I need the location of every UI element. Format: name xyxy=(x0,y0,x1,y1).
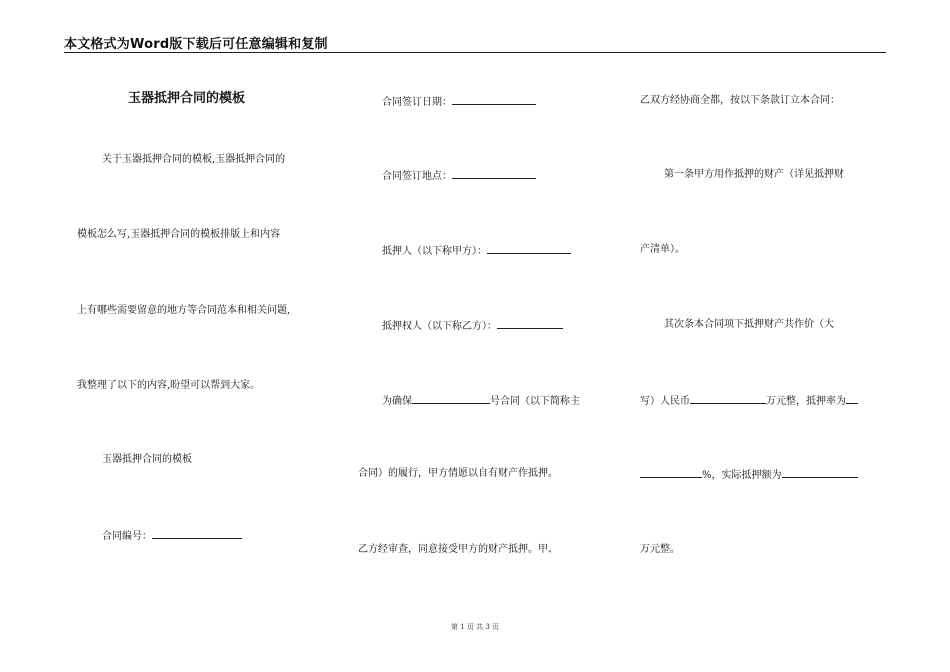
price-blank xyxy=(690,393,766,404)
page-header xyxy=(64,33,886,53)
mortgagee-label: 抵押权人（以下称乙方）： xyxy=(382,321,497,332)
sign-place-blank xyxy=(452,168,536,179)
paragraph-line: 万元整。 xyxy=(640,544,680,555)
paragraph-line: 关于玉器抵押合同的模板,玉器抵押合同的 xyxy=(102,154,286,165)
header-rule xyxy=(64,52,886,53)
page-footer: 第 1 页 共 3 页 xyxy=(450,623,500,631)
paragraph-line: 第一条甲方用作抵押的财产（详见抵押财 xyxy=(664,169,844,180)
mortgagor-label: 抵押人（以下称甲方）： xyxy=(382,246,487,257)
main-contract-prefix: 为确保 xyxy=(382,396,412,407)
mortgagee-line xyxy=(382,318,563,334)
contract-number-blank xyxy=(152,528,242,539)
header-text: 本文格式为Word版下载后可任意编辑和复制 xyxy=(64,37,328,52)
paragraph-line: 模板怎么写,玉器抵押合同的模板排版上和内容 xyxy=(77,229,281,240)
sign-date-line xyxy=(382,94,536,110)
paragraph-line: 合同）的履行，甲方情愿以自有财产作抵押。 xyxy=(358,468,558,479)
paragraph-line: 乙方经审查，同意接受甲方的财产抵押。甲、 xyxy=(358,544,558,555)
main-contract-suffix: 号合同（以下简称主 xyxy=(490,396,580,407)
paragraph-line: 产清单）。 xyxy=(640,244,685,255)
mortgagor-blank xyxy=(487,243,571,254)
paragraph-line: 我整理了以下的内容,盼望可以帮到大家。 xyxy=(77,380,261,391)
paragraph-line: 乙双方经协商全都，按以下条款订立本合同： xyxy=(640,95,840,106)
document-title: 玉器抵押合同的模板 xyxy=(128,91,246,106)
section-heading: 玉器抵押合同的模板 xyxy=(102,454,192,465)
mortgagee-blank xyxy=(497,318,563,329)
sign-date-label: 合同签订日期： xyxy=(382,97,452,108)
main-contract-blank xyxy=(412,393,490,404)
main-contract-line xyxy=(382,393,580,409)
amount-blank xyxy=(782,467,858,478)
sign-date-blank xyxy=(452,94,536,105)
sign-place-label: 合同签订地点： xyxy=(382,171,452,182)
rate-text: %，实际抵押额为 xyxy=(702,470,782,481)
rate-blank xyxy=(846,393,858,404)
paragraph-line: 上有哪些需要留意的地方等合同范本和相关问题, xyxy=(77,305,291,316)
price-prefix: 写）人民币 xyxy=(640,396,690,407)
price-suffix: 万元整，抵押率为 xyxy=(766,396,846,407)
price-line xyxy=(640,393,858,409)
mortgagor-line xyxy=(382,243,571,259)
sign-place-line xyxy=(382,168,536,184)
rate-value-blank xyxy=(640,467,702,478)
rate-line xyxy=(640,467,858,483)
contract-number-line xyxy=(102,528,242,544)
paragraph-line: 其次条本合同项下抵押财产共作价（大 xyxy=(664,319,834,330)
contract-number-label: 合同编号： xyxy=(102,531,152,542)
